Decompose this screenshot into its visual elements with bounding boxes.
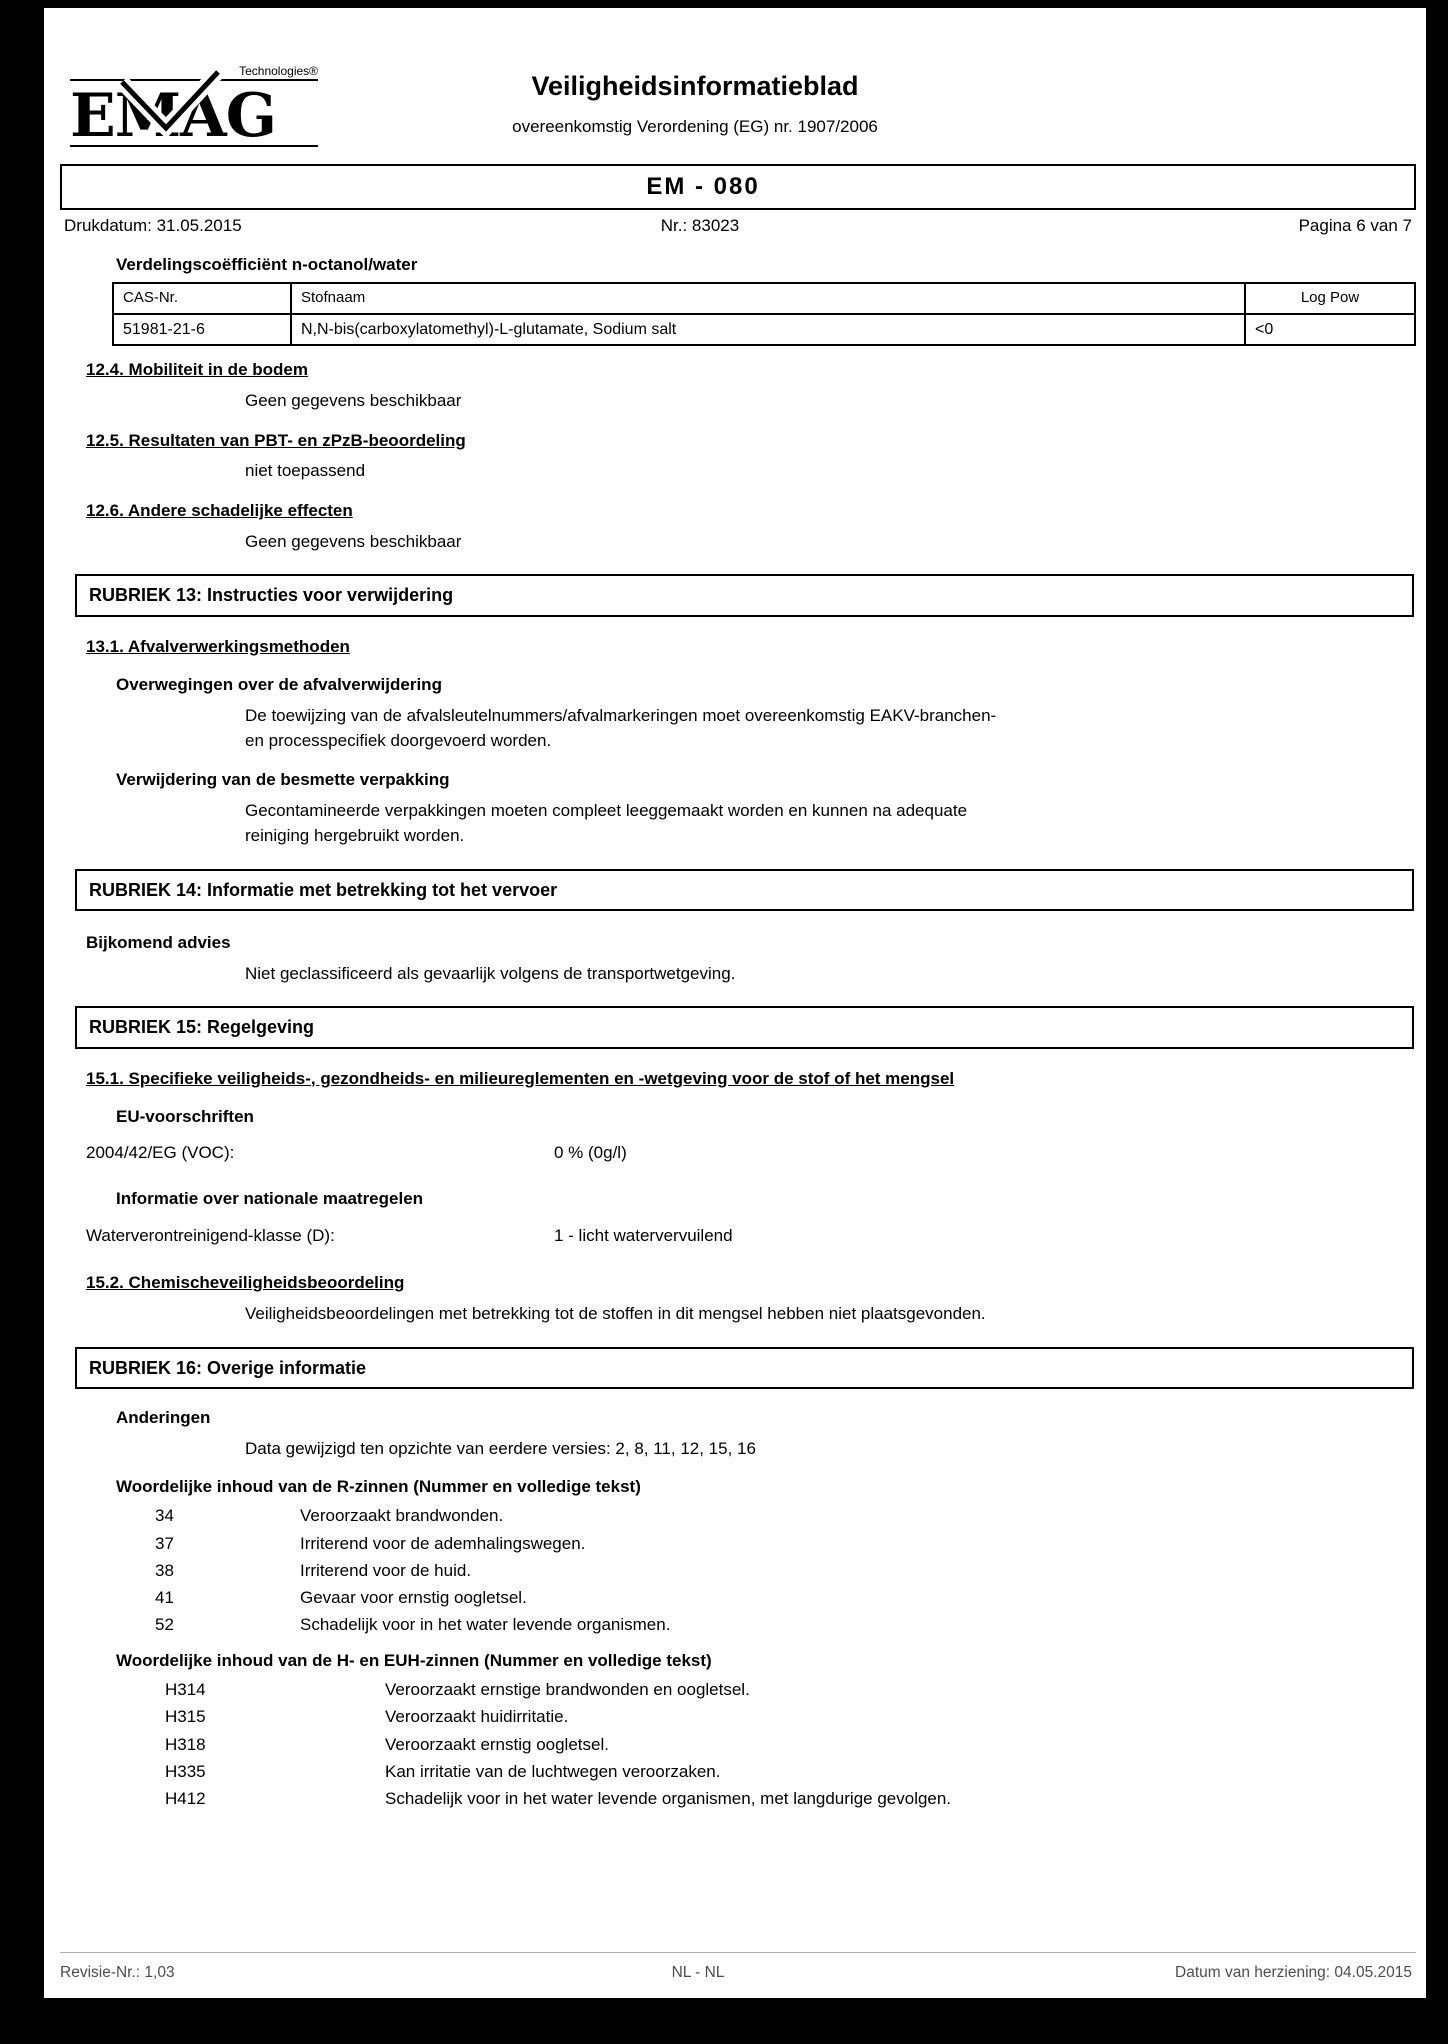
r-phrase-row (155, 1530, 1416, 1557)
sds-page (44, 8, 1426, 1998)
r-phrase-code: 41 (155, 1587, 174, 1607)
changes-text: Data gewijzigd ten opzichte van eerdere versies: 2, 8, 11, 12, 15, 16 (245, 1438, 756, 1458)
partition-coefficient-table (112, 282, 1416, 346)
r-phrase-code: 34 (155, 1506, 174, 1526)
changes-heading: Anderingen (116, 1407, 211, 1427)
partition-coefficient-heading: Verdelingscoëfficiënt n-octanol/water (116, 255, 418, 275)
revision-number: Revisie-Nr.: 1,03 (60, 1964, 175, 1982)
packaging-disposal-heading: Verwijdering van de besmette verpakking (116, 769, 450, 789)
document-meta-row (60, 215, 1416, 238)
h-phrase-row (165, 1785, 1416, 1812)
section-12-6-text: Geen gegevens beschikbaar (245, 531, 462, 551)
voc-row (86, 1142, 1416, 1165)
r-phrase-text: Irriterend voor de huid. (300, 1560, 472, 1580)
packaging-disposal-line-1: Gecontamineerde verpakkingen moeten compleet leeggemaakt worden en kunnen na adequate (245, 800, 968, 820)
revision-date: Datum van herziening: 04.05.2015 (1175, 1964, 1412, 1982)
r-phrase-row (155, 1611, 1416, 1638)
section-12-5-heading: 12.5. Resultaten van PBT- en zPzB-beoordeling (86, 430, 466, 450)
cell-stofnaam: N,N-bis(carboxylatomethyl)-L-glutamate, Sodium salt (291, 314, 1245, 346)
packaging-disposal-line-2: reiniging hergebruikt worden. (245, 826, 465, 846)
r-phrase-row (155, 1557, 1416, 1584)
rubriek-13-header: RUBRIEK 13: Instructies voor verwijdering (75, 574, 1414, 616)
language-code: NL - NL (671, 1964, 725, 1982)
section-13-1-heading: 13.1. Afvalverwerkingsmethoden (86, 636, 350, 656)
rubriek-14-header: RUBRIEK 14: Informatie met betrekking tot het vervoer (75, 869, 1414, 911)
section-12-5-text: niet toepassend (245, 461, 366, 481)
table-row (113, 314, 1415, 346)
page-footer (60, 1952, 1416, 1984)
table-header-row (113, 283, 1415, 313)
h-phrase-row (165, 1758, 1416, 1785)
h-phrase-row (165, 1676, 1416, 1703)
document-subtitle: overeenkomstig Verordening (EG) nr. 1907/2006 (512, 117, 878, 137)
h-phrase-code: H412 (165, 1788, 206, 1808)
voc-label: 2004/42/EG (VOC): (86, 1143, 235, 1163)
h-phrases-heading: Woordelijke inhoud van de H- en EUH-zinnen (Nummer en volledige tekst) (116, 1651, 712, 1671)
h-phrase-text: Veroorzaakt ernstige brandwonden en oogletsel. (385, 1680, 750, 1700)
waste-considerations-text (245, 703, 1416, 754)
r-phrase-text: Irriterend voor de ademhalingswegen. (300, 1533, 586, 1553)
h-phrase-row (165, 1703, 1416, 1730)
waste-considerations-line-1: De toewijzing van de afvalsleutelnummers/afvalmarkeringen moet overeenkomstig EAKV-branchen- (245, 705, 997, 725)
r-phrase-row (155, 1584, 1416, 1611)
r-phrase-row (155, 1502, 1416, 1529)
water-hazard-value: 1 - licht watervervuilend (554, 1226, 733, 1246)
rubriek-15-header: RUBRIEK 15: Regelgeving (75, 1006, 1414, 1048)
r-phrase-text: Gevaar voor ernstig oogletsel. (300, 1587, 527, 1607)
eu-regulations-heading: EU-voorschriften (116, 1106, 254, 1126)
h-phrase-code: H335 (165, 1761, 206, 1781)
col-header-logpow: Log Pow (1245, 283, 1415, 313)
document-number: Nr.: 83023 (660, 216, 740, 236)
voc-value: 0 % (0g/l) (554, 1143, 627, 1163)
cell-logpow: <0 (1245, 314, 1415, 346)
waste-considerations-line-2: en processpecifiek doorgevoerd worden. (245, 731, 552, 751)
national-measures-heading: Informatie over nationale maatregelen (116, 1189, 424, 1209)
h-phrase-text: Schadelijk voor in het water levende organismen, met langdurige gevolgen. (385, 1788, 952, 1808)
waste-considerations-heading: Overwegingen over de afvalverwijdering (116, 674, 442, 694)
r-phrases-heading: Woordelijke inhoud van de R-zinnen (Nummer en volledige tekst) (116, 1477, 641, 1497)
col-header-cas: CAS-Nr. (113, 283, 291, 313)
r-phrase-code: 38 (155, 1560, 174, 1580)
section-15-2-heading: 15.2. Chemischeveiligheidsbeoordeling (86, 1273, 405, 1293)
cell-cas: 51981-21-6 (113, 314, 291, 346)
r-phrase-text: Veroorzaakt brandwonden. (300, 1506, 504, 1526)
h-phrase-code: H315 (165, 1707, 206, 1727)
section-12-6-heading: 12.6. Andere schadelijke effecten (86, 500, 353, 520)
water-hazard-label: Waterverontreinigend-klasse (D): (86, 1226, 335, 1246)
page-header (60, 64, 1416, 150)
r-phrase-code: 37 (155, 1533, 174, 1553)
document-title: Veiligheidsinformatieblad (531, 71, 859, 101)
product-name: EM - 080 (646, 173, 760, 200)
col-header-stofnaam: Stofnaam (291, 283, 1245, 313)
h-phrase-code: H318 (165, 1734, 206, 1754)
print-date: Drukdatum: 31.05.2015 (64, 216, 242, 236)
h-phrase-code: H314 (165, 1680, 206, 1700)
section-12-4-heading: 12.4. Mobiliteit in de bodem (86, 360, 308, 380)
logo-wordmark: EMAG (70, 81, 276, 150)
section-12-4-text: Geen gegevens beschikbaar (245, 391, 462, 411)
h-phrase-text: Veroorzaakt ernstig oogletsel. (385, 1734, 609, 1754)
water-hazard-row (86, 1225, 1416, 1248)
r-phrase-code: 52 (155, 1615, 174, 1635)
r-phrase-text: Schadelijk voor in het water levende organismen. (300, 1615, 671, 1635)
section-15-1-heading: 15.1. Specifieke veiligheids-, gezondheids- en milieureglementen en -wetgeving voor de stof of het mengsel (86, 1068, 955, 1088)
product-name-box (60, 164, 1416, 210)
logo-technologies-text: Technologies® (239, 64, 318, 78)
title-block (60, 68, 1416, 139)
additional-advice-text: Niet geclassificeerd als gevaarlijk volgens de transportwetgeving. (245, 963, 736, 983)
page-number: Pagina 6 van 7 (1298, 216, 1412, 236)
additional-advice-heading: Bijkomend advies (86, 932, 231, 952)
h-phrase-text: Veroorzaakt huidirritatie. (385, 1707, 569, 1727)
section-15-2-text: Veiligheidsbeoordelingen met betrekking tot de stoffen in dit mengsel hebben niet plaatsgevonden. (245, 1304, 986, 1324)
packaging-disposal-text (245, 798, 1416, 849)
rubriek-16-header: RUBRIEK 16: Overige informatie (75, 1347, 1414, 1389)
h-phrase-row (165, 1731, 1416, 1758)
h-phrase-text: Kan irritatie van de luchtwegen veroorzaken. (385, 1761, 721, 1781)
